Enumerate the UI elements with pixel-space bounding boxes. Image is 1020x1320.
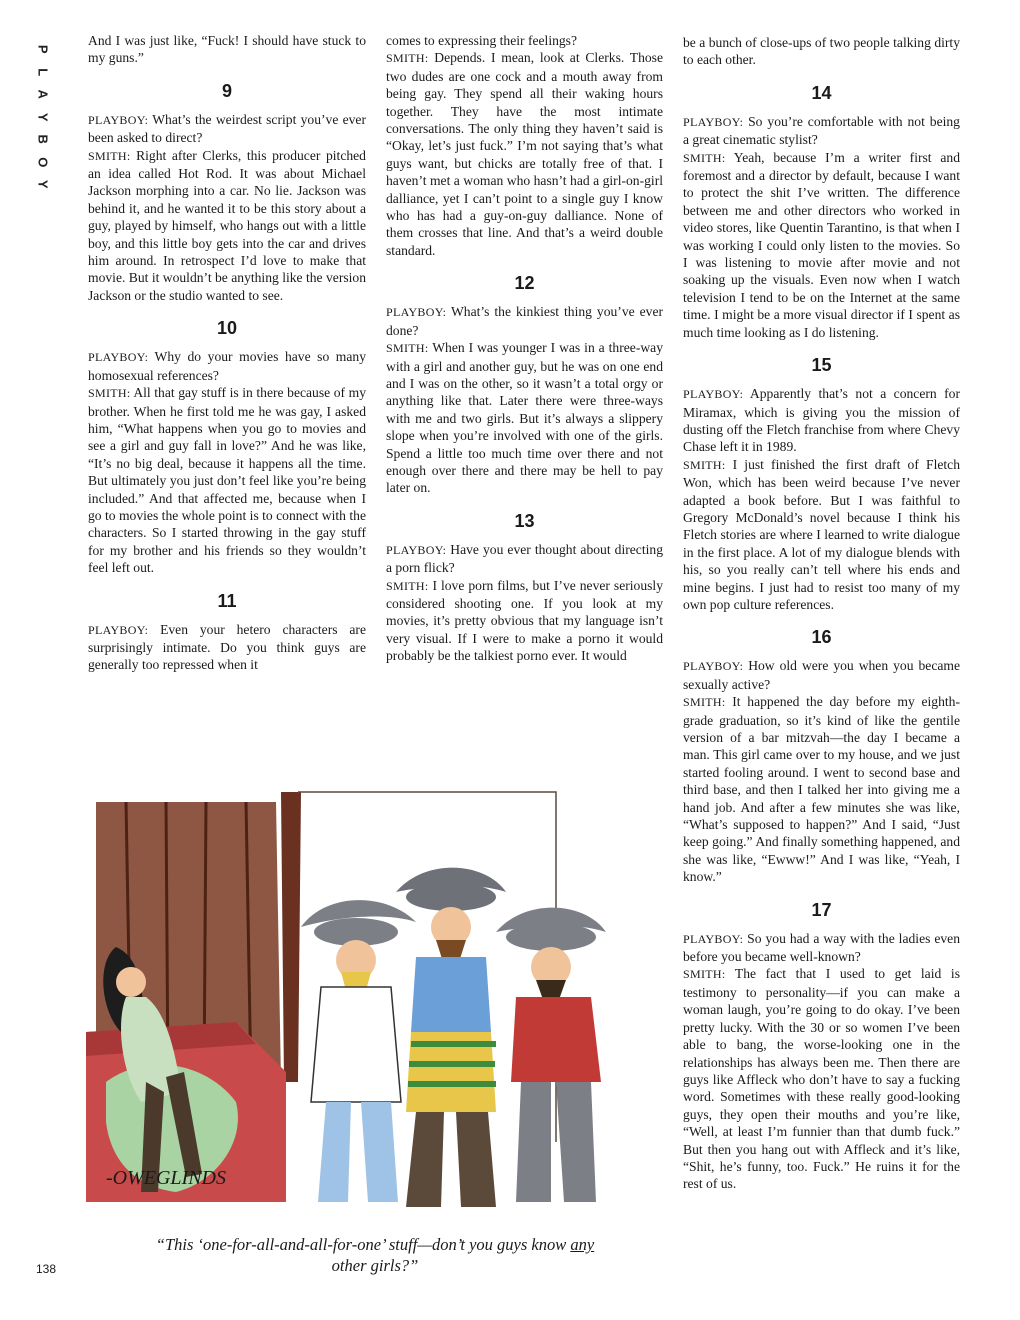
- speaker-label: SMITH:: [683, 967, 726, 982]
- speaker-label: SMITH:: [88, 386, 131, 401]
- answer-text: I just finished the first draft of Fletch Won, which has been weird because I’ve never adapted a book before. But I was faithful to Gregory McDonald’s novel because I think his Fletch stories are where I learned to write dialogue in the first place. A lot of my dialogue blends with his, so you really can’t tell where his ends and mine begins. I just had to resist too many of my own pop culture references.: [683, 456, 960, 612]
- side-letter: B: [35, 134, 51, 144]
- speaker-label: PLAYBOY:: [683, 114, 744, 129]
- question-text: So you’re comfortable with not being a great cinematic stylist?: [683, 113, 960, 148]
- question-number: 13: [514, 510, 535, 531]
- speaker-label: SMITH:: [683, 150, 726, 165]
- question-number: 17: [811, 899, 832, 920]
- column-2: [386, 32, 663, 665]
- cartoon-caption: [150, 1234, 600, 1276]
- question-text: So you had a way with the ladies even before you became well-known?: [683, 930, 961, 965]
- speaker-label: PLAYBOY:: [683, 931, 744, 946]
- side-letter: Y: [35, 179, 51, 189]
- cartoon-illustration: [86, 782, 668, 1216]
- question-number: 10: [216, 318, 238, 339]
- question-text: What’s the kinkiest thing you’ve ever done?: [386, 304, 664, 338]
- answer: [88, 147, 366, 305]
- side-letter: A: [35, 89, 51, 99]
- speaker-label: PLAYBOY:: [683, 659, 744, 674]
- question: [88, 348, 366, 384]
- speaker-label: PLAYBOY:: [88, 350, 149, 365]
- speaker-label: SMITH:: [88, 148, 131, 163]
- speaker-label: SMITH:: [386, 51, 429, 66]
- question-text: Why do your movies have so many homosexual references?: [88, 349, 366, 383]
- question-text: What’s the weirdest script you’ve ever been asked to direct?: [88, 111, 366, 146]
- side-letter: L: [35, 67, 51, 76]
- question: [386, 541, 663, 577]
- question-number: 16: [811, 627, 832, 648]
- answer: [683, 456, 960, 614]
- answer: [683, 965, 960, 1192]
- paragraph: And I was just like, “Fuck! I should have stuck to my guns.”: [88, 33, 366, 66]
- speaker-label: PLAYBOY:: [386, 542, 447, 557]
- side-letter: Y: [35, 112, 51, 122]
- answer: [386, 577, 663, 665]
- question: [88, 111, 366, 147]
- question: [683, 930, 960, 966]
- question-text: Have you ever thought about directing a porn flick?: [386, 541, 663, 576]
- speaker-label: SMITH:: [386, 341, 429, 356]
- question-number: 9: [221, 80, 232, 101]
- speaker-label: PLAYBOY:: [386, 305, 447, 320]
- speaker-label: SMITH:: [683, 695, 726, 710]
- speaker-label: PLAYBOY:: [88, 112, 149, 127]
- question: [386, 303, 663, 339]
- speaker-label: SMITH:: [386, 578, 429, 593]
- speaker-label: SMITH:: [683, 457, 726, 472]
- question-text: Apparently that’s not a concern for Miramax, which is giving you the mission of dusting off the Fletch franchise from where Chevy Chase left it in 1989.: [683, 386, 960, 455]
- answer-text: When I was younger I was in a three-way with a girl and another guy, but he was on one end and I was on the other, so it wasn’t a total orgy or anything like that. Later there were three-ways with me and two girls. But it’s always a slippery slope when you’re involved with one of the girls. Spend a little too much time over there and not enough over there and there may be hell to pay later on.: [386, 340, 663, 496]
- answer: [683, 693, 960, 885]
- answer-text: Depends. I mean, look at Clerks. Those two dudes are one cock and a mouth away from being gay. They spend all their waking hours together. They have the most intimate conversations. The only thing they haven’t said is “Okay, let’s just fuck.” I’m not saying that’s what guys want, but chicks are totally free of that. I haven’t met a woman who hasn’t had a girl-on-girl dalliance, yet I can’t point to a single guy I know who has had a guy-on-guy dalliance. None of them crosses that line. And that’s a weird double standard.: [386, 50, 663, 258]
- playboy-side-mark: [30, 38, 54, 196]
- answer-text: I love porn films, but I’ve never seriously considered shooting one. If you look at my movies, it’s pretty obvious that my language isn’t very visual. If I were to make a porno it would probably be the talkiest porno ever. It would: [386, 577, 663, 664]
- question: [88, 621, 366, 674]
- question-number: 15: [811, 355, 832, 376]
- answer-text: Yeah, because I’m a writer first and foremost and a director by default, because I want to protect the shit I’ve written. The difference between me and other directors who worked in video stores, like Quentin Tarantino, is that when I was working I could only listen to the movies. So I was listening to movie after movie and not soaking up the visuals. Even now when I watch television I tend to be on the Internet at the same time. I might be a more visual director if I spent as much time looking as I do listening.: [683, 149, 960, 340]
- question-number: 12: [514, 273, 535, 294]
- question-text: Even your hetero characters are surprisingly intimate. Do you think guys are generally too repressed when it: [88, 621, 366, 673]
- page-number: 138: [36, 1262, 57, 1276]
- paragraph: be a bunch of close-ups of two people talking dirty to each other.: [683, 35, 960, 68]
- answer-text: The fact that I used to get laid is testimony to personality—if you can make a woman laugh, you’re going to do okay. I’ve been pretty lucky. With the 30 or so women I’ve been able to bang, the worse-looking one in the relationships has always been me. Then there are guys like Affleck who don’t have to say a fucking word. Sometimes with these really good-looking guys, they open their mouths and you’re like, “Well, at least I’m funnier than that dumb fuck.” But then you hang out with Affleck and it’s like, “Shit, he’s funny, too. Fuck.” He ruins it for the rest of us.: [683, 966, 961, 1192]
- cartoon-signature: -OWEGLINDS: [106, 1167, 226, 1189]
- answer-text: It happened the day before my eighth-grade graduation, so it’s kind of like the gentile version of a bar mitzvah—the day I became a man. This girl came over to my house, and we just started fooling around. I went to second base and third base, and then I talked her into giving me a hand job. And after a few minutes she was like, “What’s supposed to happen?” And I said, “Just keep going.” And finally something happened, and she was like, “Ewww!” And I was like, “Yeah, I know.”: [683, 694, 960, 885]
- column-3: [683, 34, 960, 1193]
- caption-text: other girls?”: [331, 1256, 419, 1275]
- answer: [683, 149, 960, 341]
- question-number: 11: [217, 590, 237, 611]
- question-number: 14: [811, 82, 832, 103]
- paragraph: comes to expressing their feelings?: [386, 33, 578, 48]
- caption-emphasis: any: [570, 1235, 595, 1254]
- question-text: How old were you when you became sexually active?: [683, 658, 960, 692]
- side-letter: P: [35, 44, 51, 54]
- answer-text: All that gay stuff is in there because of my brother. When he first told me he was gay, I asked him, “What happens when you go to movies and see a girl and guy fall in love?” And he was like, “It’s no big deal, because it happens all the time. But ultimately you just don’t feel like you’re being included.” And that affected me, because when I go to movies the whole point is to connect with the characters. So I started throwing in the gay stuff for my brother and his friends so they wouldn’t feel left out.: [88, 385, 366, 576]
- speaker-label: PLAYBOY:: [88, 622, 149, 637]
- column-1: [88, 32, 366, 674]
- answer: [386, 49, 663, 259]
- side-letter: O: [35, 156, 51, 167]
- speaker-label: PLAYBOY:: [683, 387, 744, 402]
- answer: [88, 384, 366, 576]
- answer-text: Right after Clerks, this producer pitched an idea called Hot Rod. It was about Michael Jackson morphing into a car. No lie. Jackson was behind it, and he wanted it to be this story about a guy, played by himself, who hangs out with a little boy, and this little boy gets into the car and drives him around. In retrospect I’d love to make that movie. But it wouldn’t be anything like the version Jackson or the studio wanted to see.: [88, 147, 367, 303]
- question: [683, 113, 960, 149]
- caption-text: “This ‘one-for-all-and-all-for-one’ stuff—don’t you guys know: [155, 1235, 571, 1254]
- question: [683, 657, 960, 693]
- answer: [386, 339, 663, 497]
- question: [683, 385, 960, 456]
